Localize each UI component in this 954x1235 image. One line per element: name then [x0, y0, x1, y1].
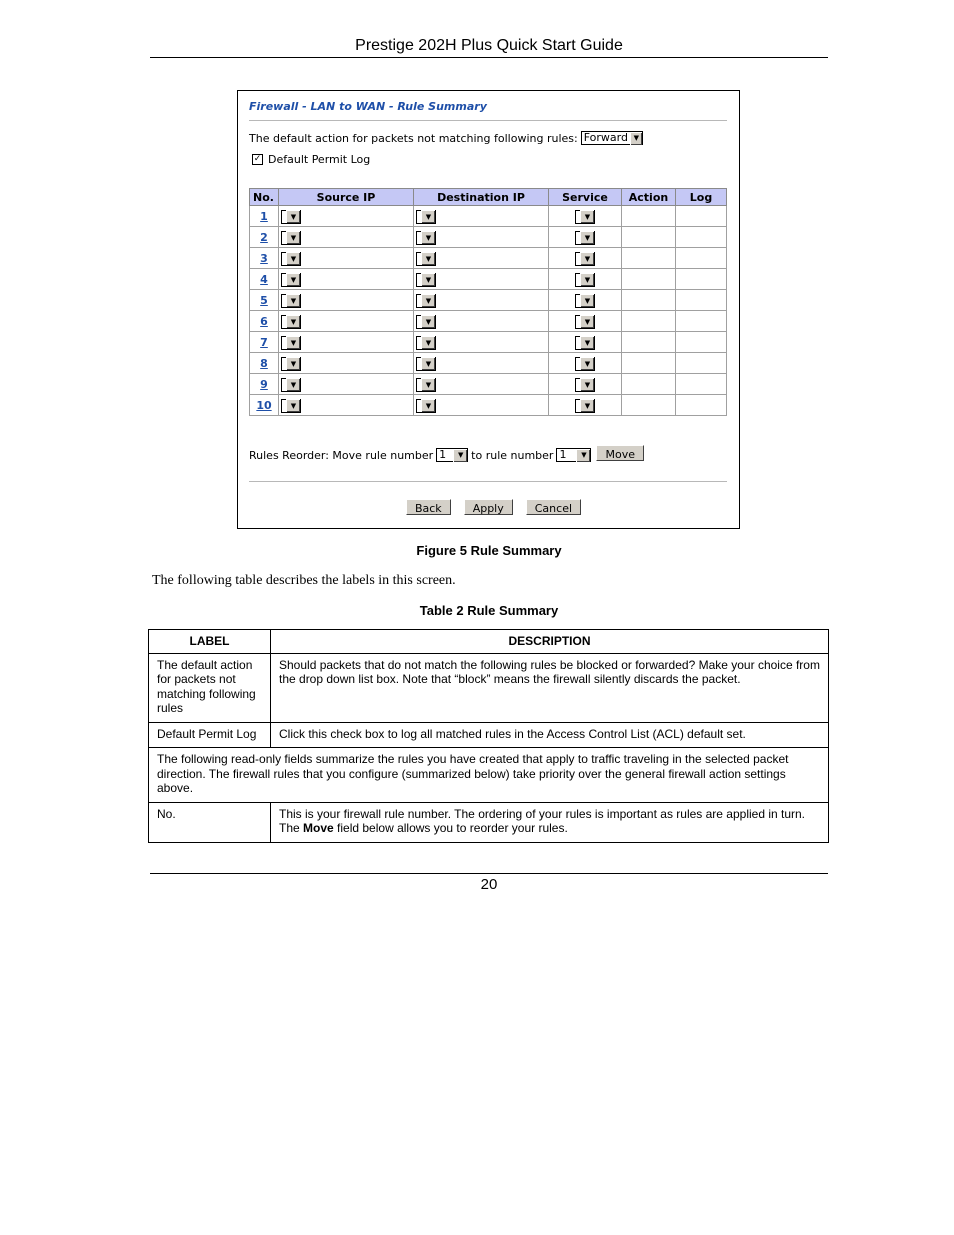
dropdown[interactable]: [416, 210, 436, 224]
dropdown[interactable]: [281, 357, 301, 371]
figure-caption: Figure 5 Rule Summary: [416, 543, 562, 558]
rule-number-cell: [250, 374, 279, 395]
destination-ip-cell: [414, 248, 549, 269]
service-cell: [549, 374, 622, 395]
reorder-to-value: 1: [559, 448, 567, 461]
rule-number-link[interactable]: 8: [260, 356, 268, 370]
chevron-down-icon: ▼: [580, 252, 594, 265]
dropdown[interactable]: [416, 252, 436, 266]
default-action-select[interactable]: [581, 131, 643, 145]
log-cell: [676, 311, 727, 332]
service-cell: [549, 332, 622, 353]
dropdown[interactable]: [575, 378, 595, 392]
chevron-down-icon: ▼: [286, 210, 300, 223]
reorder-to-select[interactable]: [556, 448, 591, 462]
chevron-down-icon: ▼: [421, 273, 435, 286]
rule-number-cell: [250, 353, 279, 374]
table-row: [250, 374, 727, 395]
permit-log-row: [252, 153, 370, 166]
log-cell: [676, 227, 727, 248]
dropdown[interactable]: [281, 294, 301, 308]
rule-number-link[interactable]: 10: [256, 398, 272, 412]
chevron-down-icon: ▼: [580, 336, 594, 349]
rule-number-cell: [250, 248, 279, 269]
log-cell: [676, 269, 727, 290]
dropdown[interactable]: [575, 273, 595, 287]
dropdown[interactable]: [416, 231, 436, 245]
col-source-ip: Source IP: [279, 189, 414, 206]
dropdown[interactable]: [281, 315, 301, 329]
destination-ip-cell: [414, 353, 549, 374]
chevron-down-icon: ▼: [286, 315, 300, 328]
chevron-down-icon: ▼: [421, 357, 435, 370]
buttons-divider: [249, 481, 727, 482]
action-cell: [622, 269, 676, 290]
action-cell: [622, 353, 676, 374]
service-cell: [549, 206, 622, 227]
table-row: [250, 332, 727, 353]
table-row: [149, 722, 829, 748]
source-ip-cell: [279, 290, 414, 311]
log-cell: [676, 395, 727, 416]
span-row-note: The following read-only fields summarize the rules you have created that apply to traffic traveling in the selected packet direction. The firewall rules that you configure (summarized below) take priority over the general firewall action settings above.: [149, 748, 829, 803]
default-action-row: [249, 131, 643, 145]
dropdown[interactable]: [575, 336, 595, 350]
dropdown[interactable]: [281, 210, 301, 224]
source-ip-cell: [279, 395, 414, 416]
default-action-value: Forward: [583, 131, 628, 144]
header-description: DESCRIPTION: [271, 630, 829, 654]
chevron-down-icon: ▼: [421, 252, 435, 265]
chevron-down-icon: ▼: [286, 378, 300, 391]
cancel-button[interactable]: Cancel: [526, 499, 581, 515]
table-row: [250, 311, 727, 332]
table-row: [250, 248, 727, 269]
destination-ip-cell: [414, 395, 549, 416]
service-cell: [549, 290, 622, 311]
chevron-down-icon: ▼: [286, 399, 300, 412]
chevron-down-icon: ▼: [421, 294, 435, 307]
chevron-down-icon: ▼: [580, 273, 594, 286]
table-row: [250, 227, 727, 248]
rule-summary-table: [249, 188, 727, 416]
table-row: [250, 353, 727, 374]
dropdown[interactable]: [416, 273, 436, 287]
dropdown[interactable]: [575, 294, 595, 308]
source-ip-cell: [279, 374, 414, 395]
rules-reorder-row: [249, 447, 644, 463]
row-label: Default Permit Log: [149, 722, 271, 748]
source-ip-cell: [279, 353, 414, 374]
action-cell: [622, 290, 676, 311]
chevron-down-icon: ▼: [580, 357, 594, 370]
row-description: Click this check box to log all matched rules in the Access Control List (ACL) default set.: [271, 722, 829, 748]
header-divider: [150, 57, 828, 58]
default-action-label: The default action for packets not matching following rules:: [249, 131, 578, 145]
source-ip-cell: [279, 248, 414, 269]
destination-ip-cell: [414, 227, 549, 248]
dropdown[interactable]: [575, 399, 595, 413]
table-row: [149, 653, 829, 722]
chevron-down-icon: ▼: [286, 231, 300, 244]
chevron-down-icon: ▼: [421, 378, 435, 391]
title-divider: [249, 120, 727, 121]
reorder-from-select[interactable]: [436, 448, 468, 462]
service-cell: [549, 353, 622, 374]
rule-number-link[interactable]: 7: [260, 335, 268, 349]
chevron-down-icon: ▼: [630, 132, 642, 145]
source-ip-cell: [279, 332, 414, 353]
destination-ip-cell: [414, 311, 549, 332]
destination-ip-cell: [414, 332, 549, 353]
rule-number-link[interactable]: 3: [260, 251, 268, 265]
chevron-down-icon: ▼: [580, 399, 594, 412]
rule-number-link[interactable]: 1: [260, 209, 268, 223]
col-service: Service: [549, 189, 622, 206]
move-button[interactable]: Move: [596, 445, 644, 461]
action-cell: [622, 332, 676, 353]
table-row: [250, 395, 727, 416]
destination-ip-cell: [414, 290, 549, 311]
dropdown[interactable]: [281, 399, 301, 413]
intro-paragraph: The following table describes the labels in this screen.: [152, 573, 456, 588]
chevron-down-icon: ▼: [421, 315, 435, 328]
screen-title: Firewall - LAN to WAN - Rule Summary: [249, 100, 487, 113]
chevron-down-icon: ▼: [421, 231, 435, 244]
chevron-down-icon: ▼: [580, 231, 594, 244]
table-row: [250, 290, 727, 311]
back-button[interactable]: Back: [406, 499, 451, 515]
col-no: No.: [250, 189, 279, 206]
dropdown[interactable]: [575, 252, 595, 266]
chevron-down-icon: ▼: [286, 357, 300, 370]
chevron-down-icon: ▼: [580, 210, 594, 223]
dropdown[interactable]: [416, 378, 436, 392]
dropdown[interactable]: [575, 231, 595, 245]
chevron-down-icon: ▼: [286, 336, 300, 349]
action-cell: [622, 395, 676, 416]
rule-number-cell: [250, 227, 279, 248]
service-cell: [549, 248, 622, 269]
table-row: [149, 802, 829, 842]
log-cell: [676, 332, 727, 353]
rule-number-cell: [250, 269, 279, 290]
action-cell: [622, 311, 676, 332]
reorder-from-value: 1: [439, 448, 447, 461]
rule-number-link[interactable]: 6: [260, 314, 268, 328]
table-row: [250, 206, 727, 227]
log-cell: [676, 206, 727, 227]
desc-text: field below allows you to reorder your rules.: [333, 821, 568, 835]
source-ip-cell: [279, 227, 414, 248]
log-cell: [676, 374, 727, 395]
row-description: Should packets that do not match the following rules be blocked or forwarded? Make your choice from the drop down list box. Note that “block” means the firewall silently discards the packet.: [271, 653, 829, 722]
header-label: LABEL: [149, 630, 271, 654]
reorder-to-label: to rule number: [471, 448, 554, 462]
table-row: [250, 269, 727, 290]
dropdown[interactable]: [281, 252, 301, 266]
service-cell: [549, 269, 622, 290]
dropdown[interactable]: [575, 315, 595, 329]
chevron-down-icon: ▼: [453, 449, 467, 462]
service-cell: [549, 227, 622, 248]
page-number: 20: [480, 876, 498, 893]
chevron-down-icon: ▼: [286, 252, 300, 265]
service-cell: [549, 311, 622, 332]
destination-ip-cell: [414, 269, 549, 290]
reorder-label: Rules Reorder: Move rule number: [249, 448, 434, 462]
rule-summary-screenshot: [237, 90, 740, 529]
source-ip-cell: [279, 206, 414, 227]
destination-ip-cell: [414, 374, 549, 395]
rule-number-link[interactable]: 5: [260, 293, 268, 307]
chevron-down-icon: ▼: [576, 449, 590, 462]
rule-number-cell: [250, 332, 279, 353]
permit-log-label: Default Permit Log: [268, 153, 371, 166]
form-buttons: [238, 499, 739, 515]
chevron-down-icon: ▼: [286, 273, 300, 286]
chevron-down-icon: ▼: [421, 210, 435, 223]
dropdown[interactable]: [575, 210, 595, 224]
dropdown[interactable]: [416, 357, 436, 371]
log-cell: [676, 290, 727, 311]
dropdown[interactable]: [416, 294, 436, 308]
rule-number-cell: [250, 290, 279, 311]
source-ip-cell: [279, 269, 414, 290]
dropdown[interactable]: [416, 315, 436, 329]
dropdown[interactable]: [416, 399, 436, 413]
rule-summary-description-table: [148, 629, 829, 843]
rule-number-link[interactable]: 4: [260, 272, 268, 286]
action-cell: [622, 248, 676, 269]
destination-ip-cell: [414, 206, 549, 227]
chevron-down-icon: ▼: [286, 294, 300, 307]
page-header-title: Prestige 202H Plus Quick Start Guide: [355, 37, 623, 54]
action-cell: [622, 206, 676, 227]
service-cell: [549, 395, 622, 416]
permit-log-checkbox[interactable]: ✓: [253, 154, 262, 164]
desc-text: This is your firewall rule number. The ordering of your rules is important as rules are applied in turn. The: [279, 806, 806, 835]
footer-divider: [150, 873, 828, 874]
col-action: Action: [622, 189, 676, 206]
rule-number-cell: [250, 311, 279, 332]
log-cell: [676, 248, 727, 269]
chevron-down-icon: ▼: [421, 336, 435, 349]
apply-button[interactable]: Apply: [464, 499, 513, 515]
source-ip-cell: [279, 311, 414, 332]
desc-bold-move: Move: [303, 821, 334, 835]
rule-number-cell: [250, 395, 279, 416]
rule-number-link[interactable]: 9: [260, 377, 268, 391]
col-log: Log: [676, 189, 727, 206]
rule-number-link[interactable]: 2: [260, 230, 268, 244]
dropdown[interactable]: [281, 378, 301, 392]
dropdown[interactable]: [281, 336, 301, 350]
row-label: No.: [149, 802, 271, 842]
chevron-down-icon: ▼: [421, 399, 435, 412]
log-cell: [676, 353, 727, 374]
chevron-down-icon: ▼: [580, 378, 594, 391]
chevron-down-icon: ▼: [580, 315, 594, 328]
rule-number-cell: [250, 206, 279, 227]
dropdown[interactable]: [575, 357, 595, 371]
action-cell: [622, 227, 676, 248]
table-caption: Table 2 Rule Summary: [419, 603, 559, 618]
action-cell: [622, 374, 676, 395]
dropdown[interactable]: [416, 336, 436, 350]
dropdown[interactable]: [281, 231, 301, 245]
row-description: [271, 802, 829, 842]
dropdown[interactable]: [281, 273, 301, 287]
row-label: The default action for packets not matching following rules: [149, 653, 271, 722]
col-destination-ip: Destination IP: [414, 189, 549, 206]
chevron-down-icon: ▼: [580, 294, 594, 307]
table-row: [149, 748, 829, 803]
